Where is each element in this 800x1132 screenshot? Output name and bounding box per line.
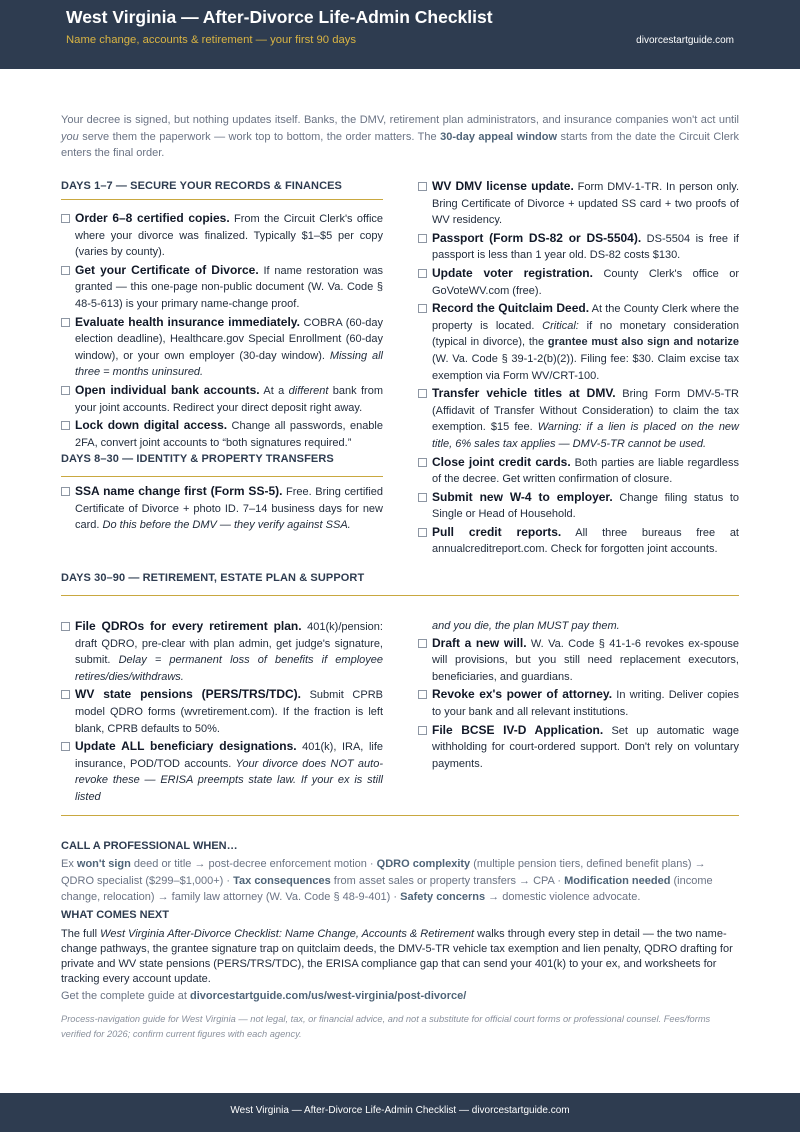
column-left-bottom	[61, 483, 383, 535]
checkbox[interactable]	[418, 690, 427, 699]
checkbox[interactable]	[61, 487, 70, 496]
checklist-item-certificate-of-divorce: Get your Certificate of Divorce. If name restoration was granted — this one-page non-public document (W. Va. Code § 48-5-613) is your primary name-change proof.	[61, 262, 383, 313]
checklist-item-quitclaim-deed: Record the Quitclaim Deed. At the County Clerk where the property is located. Critical: if no monetary consideration (typical in divorce), the grantee must also sign and notarize (W. Va. Code § 39-1-2(b)(2)). Filing fee: $30. Claim excise tax exemption via Form WV/CRT-100.	[418, 300, 739, 384]
checkbox[interactable]	[418, 269, 427, 278]
checkbox[interactable]	[61, 742, 70, 751]
checklist-item-bank-accounts: Open individual bank accounts. At a different bank from your joint accounts. Redirect your direct deposit right away.	[61, 382, 383, 416]
section-heading-days-30-90: DAYS 30–90 — RETIREMENT, ESTATE PLAN & SUPPORT	[61, 572, 365, 584]
checklist-item-passport: Passport (Form DS-82 or DS-5504). DS-5504 is free if passport is less than 1 year old. DS-82 costs $130.	[418, 230, 739, 264]
header-banner	[0, 0, 800, 69]
appeal-window: 30-day appeal window	[440, 130, 558, 143]
checklist-item-health-insurance: Evaluate health insurance immediately. COBRA (60-day election deadline), Healthcare.gov Special Enrollment (60-day window), or your own employer (30-day window). Missing all three = months uninsured.	[61, 314, 383, 381]
column-right-retirement	[418, 618, 739, 773]
page-subtitle: Name change, accounts & retirement — your first 90 days	[66, 34, 357, 46]
checklist-item-power-of-attorney: Revoke ex's power of attorney. In writing. Deliver copies to your bank and all relevant institutions.	[418, 686, 739, 720]
checkbox[interactable]	[418, 389, 427, 398]
next-text: The full West Virginia After-Divorce Checklist: Name Change, Accounts & Retirement walks through every step in detail — the two name-change pathways, the grantee signature trap on quitclaim deeds, the DMV-5-TR vehicle tax exemption and lien penalty, QDRO drafting for private and WV state pensions (PERS/TRS/TDC), the ERISA compliance gap that can send your 401(k) to your ex, and worksheets for tracking every account update.	[61, 928, 733, 985]
checklist-item-vehicle-titles: Transfer vehicle titles at DMV. Bring Form DMV-5-TR (Affidavit of Transfer Without Consideration) to claim the tax exemption. $15 fee. Warning: if a lien is placed on the new title, 6% sales tax applies — DMV-5-TR cannot be used.	[418, 385, 739, 452]
disclaimer: Process-navigation guide for West Virginia — not legal, tax, or financial advice, and not a substitute for official court forms or professional counsel. Fees/forms verified for 2026; confirm current figures with each agency.	[61, 1014, 711, 1039]
checklist-item-voter-registration: Update voter registration. County Clerk's office or GoVoteWV.com (free).	[418, 265, 739, 299]
checkbox[interactable]	[61, 622, 70, 631]
header-site: divorcestartguide.com	[636, 35, 734, 46]
checklist-item-new-will: Draft a new will. W. Va. Code § 41-1-6 revokes ex-spouse will provisions, but you still need replacement executors, beneficiaries, and guardians.	[418, 635, 739, 686]
checklist-item-bcse: File BCSE IV-D Application. Set up automatic wage withholding for court-ordered support. Don't rely on voluntary payments.	[418, 722, 739, 773]
checkbox[interactable]	[61, 421, 70, 430]
checkbox[interactable]	[418, 493, 427, 502]
checkbox[interactable]	[61, 690, 70, 699]
section-heading-days-1-7: DAYS 1–7 — SECURE YOUR RECORDS & FINANCES	[61, 180, 342, 192]
section-divider	[61, 476, 383, 477]
checklist-item-w4: Submit new W-4 to employer. Change filing status to Single or Head of Household.	[418, 489, 739, 523]
beneficiary-continuation: and you die, the plan MUST pay them.	[432, 620, 620, 632]
checkbox[interactable]	[61, 386, 70, 395]
checklist-item-digital-access: Lock down digital access. Change all passwords, enable 2FA, convert joint accounts to “both signatures required.”	[61, 417, 383, 451]
column-left-top	[61, 210, 383, 452]
guide-link-line: Get the complete guide at divorcestartguide.com/us/west-virginia/post-divorce/	[61, 990, 467, 1002]
column-left-retirement	[61, 618, 383, 807]
checkbox[interactable]	[418, 304, 427, 313]
professional-text: Ex won't sign deed or title → post-decree enforcement motion · QDRO complexity (multiple pension tiers, defined benefit plans) → QDRO specialist ($299–$1,000+) · Tax consequences from asset sales or property transfers → CPA · Modification needed (income change, relocation) → family law attorney (W. Va. Code § 48-9-401) · Safety concerns → domestic violence advocate.	[61, 858, 713, 903]
checklist-item-credit-reports: Pull credit reports. All three bureaus free at annualcreditreport.com. Check for forgotten joint accounts.	[418, 524, 739, 558]
checkbox[interactable]	[61, 318, 70, 327]
guide-link[interactable]: divorcestartguide.com/us/west-virginia/post-divorce/	[190, 990, 467, 1002]
footer-text: West Virginia — After-Divorce Life-Admin Checklist — divorcestartguide.com	[230, 1105, 570, 1116]
section-divider	[61, 815, 739, 816]
checklist-item-qdro: File QDROs for every retirement plan. 401(k)/pension: draft QDRO, pre-clear with plan admin, get judge's signature, submit. Delay = permanent loss of benefits if employee retires/dies/withdraws.	[61, 618, 383, 685]
intro-paragraph: Your decree is signed, but nothing updates itself. Banks, the DMV, retirement plan administrators, and insurance companies won't act until you serve them the paperwork — work top to bottom, the order matters. The 30-day appeal window starts from the date the Circuit Clerk enters the final order.	[61, 114, 739, 159]
next-heading: WHAT COMES NEXT	[61, 909, 169, 921]
footer-banner	[0, 1093, 800, 1132]
checklist-item-beneficiaries: Update ALL beneficiary designations. 401(k), IRA, life insurance, POD/TOD accounts. Your divorce does NOT auto-revoke these — ERISA preempts state law. If your ex is still listed	[61, 738, 383, 805]
section-divider	[61, 199, 383, 200]
checklist-item-certified-copies: Order 6–8 certified copies. From the Circuit Clerk's office where your divorce was finalized. Typically $1–$5 per copy (varies by county).	[61, 210, 383, 261]
checkbox[interactable]	[418, 182, 427, 191]
section-heading-days-8-30: DAYS 8–30 — IDENTITY & PROPERTY TRANSFERS	[61, 453, 334, 465]
checklist-item-dmv-license: WV DMV license update. Form DMV-1-TR. In person only. Bring Certificate of Divorce + updated SS card + two proofs of WV residency.	[418, 178, 739, 229]
checkbox[interactable]	[418, 234, 427, 243]
checklist-item-joint-credit-cards: Close joint credit cards. Both parties are liable regardless of the decree. Get written confirmation of closure.	[418, 454, 739, 488]
page-title: West Virginia — After-Divorce Life-Admin Checklist	[66, 7, 493, 27]
checklist-item-wv-pensions: WV state pensions (PERS/TRS/TDC). Submit CPRB model QDRO forms (wvretirement.com). If the fraction is left blank, CPRB defaults to 50%.	[61, 686, 383, 737]
checkbox[interactable]	[418, 726, 427, 735]
checkbox[interactable]	[61, 266, 70, 275]
column-right-top	[418, 178, 739, 559]
checkbox[interactable]	[418, 639, 427, 648]
checkbox[interactable]	[61, 214, 70, 223]
checkbox[interactable]	[418, 528, 427, 537]
checklist-item-ssa-name-change: SSA name change first (Form SS-5). Free. Bring certified Certificate of Divorce + photo ID. 7–14 business days for new card. Do this before the DMV — they verify against SSA.	[61, 483, 383, 534]
professional-heading: CALL A PROFESSIONAL WHEN…	[61, 840, 238, 852]
section-divider	[61, 595, 739, 596]
checkbox[interactable]	[418, 458, 427, 467]
